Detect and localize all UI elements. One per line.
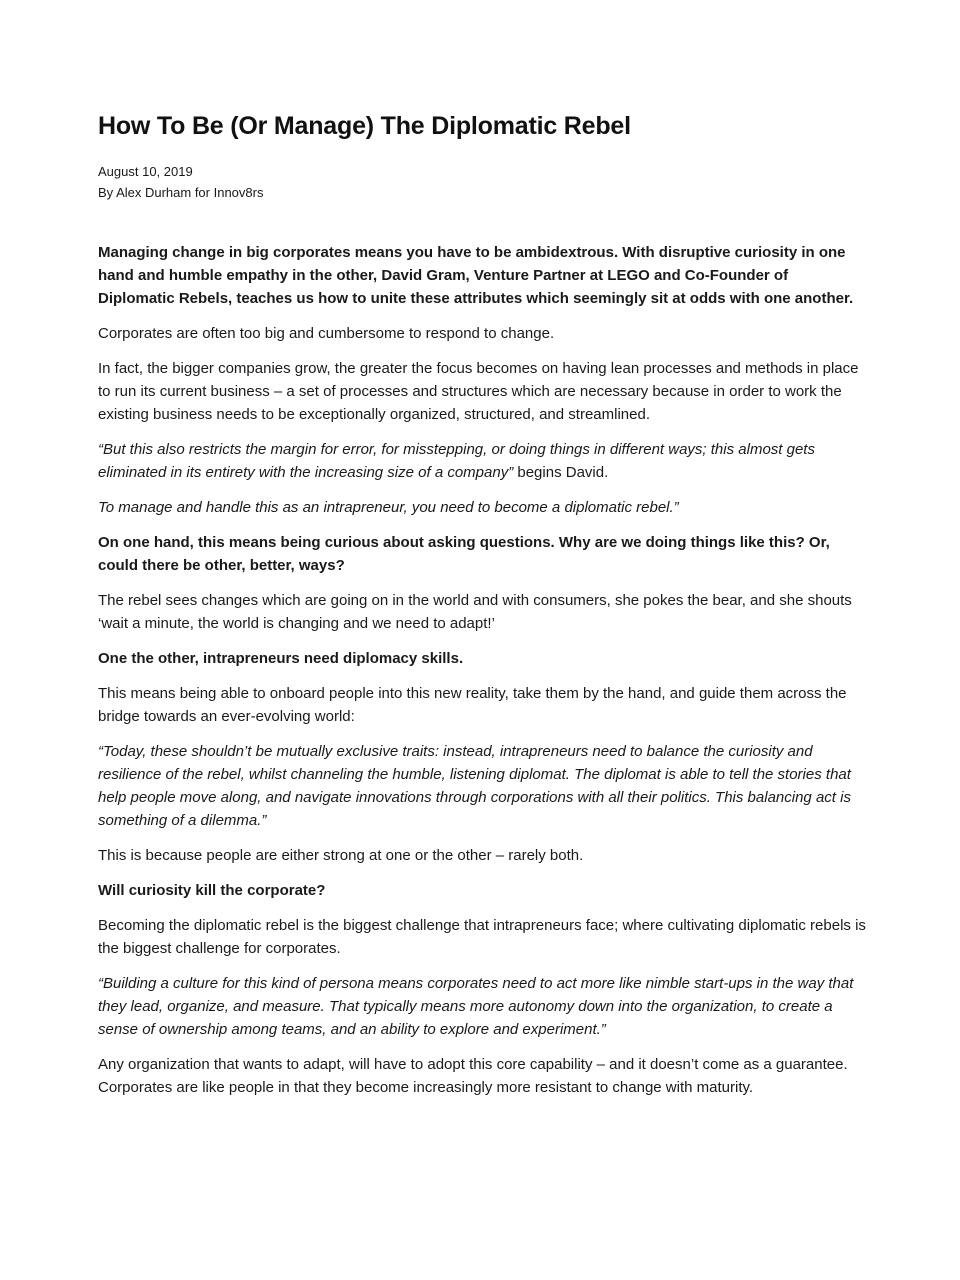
body-paragraph: Any organization that wants to adapt, will have to adopt this core capability – and it doesn’t come as a guarantee. Corporates are like people in that they become increasingly more resistant to change with maturity. xyxy=(98,1056,848,1096)
document-page xyxy=(98,112,868,1111)
body-paragraph: This means being able to onboard people into this new reality, take them by the hand, and guide them across the bridge towards an ever-evolving world: xyxy=(98,685,847,725)
bold-paragraph: One the other, intrapreneurs need diplomacy skills. xyxy=(98,650,464,667)
quote-paragraph xyxy=(98,438,868,484)
quote-paragraph: “Today, these shouldn’t be mutually exclusive traits: instead, intrapreneurs need to balance the curiosity and resilience of the rebel, whilst channeling the humble, listening diplomat. The diplomat is able to tell the stories that help people move along, and navigate innovations through corporations with all their politics. This balancing act is something of a dilemma.” xyxy=(98,743,851,829)
body-paragraph: Becoming the diplomatic rebel is the biggest challenge that intrapreneurs face; where cultivating diplomatic rebels is the biggest challenge for corporates. xyxy=(98,917,866,957)
article-meta xyxy=(98,161,868,203)
quote-attribution: begins David. xyxy=(513,464,609,481)
body-paragraph: The rebel sees changes which are going on in the world and with consumers, she pokes the bear, and she shouts ‘wait a minute, the world is changing and we need to adapt!’ xyxy=(98,592,852,632)
article-byline: By Alex Durham for Innov8rs xyxy=(98,185,264,200)
quote-paragraph: To manage and handle this as an intrapreneur, you need to become a diplomatic rebel.” xyxy=(98,499,679,516)
body-paragraph: This is because people are either strong at one or the other – rarely both. xyxy=(98,847,584,864)
section-heading: Will curiosity kill the corporate? xyxy=(98,882,326,899)
bold-paragraph: On one hand, this means being curious about asking questions. Why are we doing things like this? Or, could there be other, better, ways? xyxy=(98,534,830,574)
quote-paragraph: “Building a culture for this kind of persona means corporates need to act more like nimble start-ups in the way that they lead, organize, and measure. That typically means more autonomy down into the organization, to create a sense of ownership among teams, and an ability to explore and experiment.” xyxy=(98,975,854,1038)
article-date: August 10, 2019 xyxy=(98,164,193,179)
article-body xyxy=(98,241,868,1099)
article-title: How To Be (Or Manage) The Diplomatic Rebel xyxy=(98,112,631,140)
body-paragraph: Corporates are often too big and cumbersome to respond to change. xyxy=(98,325,555,342)
quote-text: “But this also restricts the margin for error, for misstepping, or doing things in different ways; this almost gets eliminated in its entirety with the increasing size of a company” xyxy=(98,441,815,481)
body-paragraph: In fact, the bigger companies grow, the greater the focus becomes on having lean processes and methods in place to run its current business – a set of processes and structures which are necessary because in order to work the existing business needs to be exceptionally organized, structured, and streamlined. xyxy=(98,360,859,423)
lead-paragraph: Managing change in big corporates means you have to be ambidextrous. With disruptive curiosity in one hand and humble empathy in the other, David Gram, Venture Partner at LEGO and Co-Founder of Diplomatic Rebels, teaches us how to unite these attributes which seemingly sit at odds with one another. xyxy=(98,244,854,307)
